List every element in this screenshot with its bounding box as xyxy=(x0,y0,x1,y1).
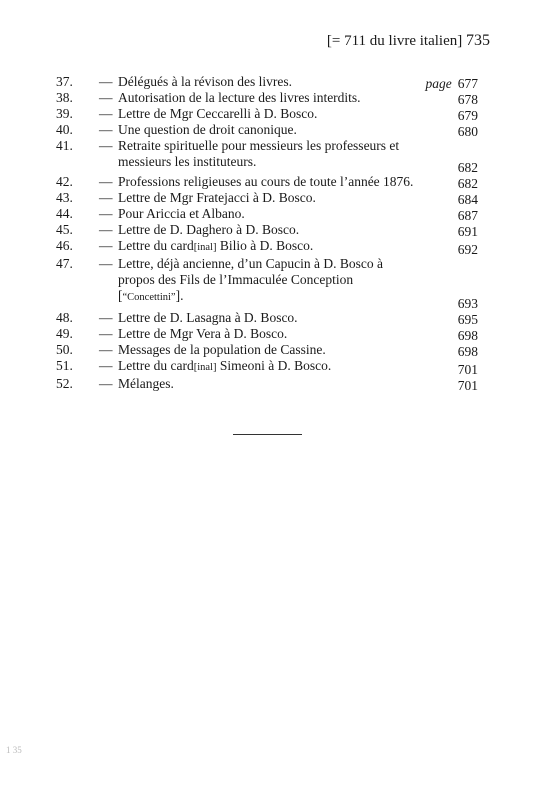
entry-number: 44. xyxy=(56,206,73,221)
entry-dash: — xyxy=(99,310,113,325)
entry-title: Retraite spirituelle pour messieurs les professeurs et messieurs les instituteurs. xyxy=(118,138,400,169)
entry-title xyxy=(118,238,416,256)
entry-number: 49. xyxy=(56,326,73,341)
toc-entry-38 xyxy=(56,90,486,106)
entry-number: 42. xyxy=(56,174,73,189)
toc-entry-48 xyxy=(56,310,486,326)
toc-entry-50 xyxy=(56,342,486,358)
title-quote: “Concettini” xyxy=(122,292,176,303)
entry-page-number: 693 xyxy=(457,296,478,311)
entry-title: Messages de la population de Cassine. xyxy=(118,342,326,357)
entry-page-number: 682 xyxy=(457,176,478,191)
entry-page-number: 677 xyxy=(457,76,478,91)
entry-page-number: 695 xyxy=(457,312,478,327)
header-bracket-text: [= 711 du livre italien] xyxy=(326,33,463,49)
entry-page-number: 701 xyxy=(457,362,478,377)
header-page-number: 735 xyxy=(466,32,490,49)
entry-title: Mélanges. xyxy=(118,376,174,391)
title-part: Lettre du card xyxy=(118,358,194,373)
entry-number: 38. xyxy=(56,90,73,105)
title-part: Simeoni à D. Bosco. xyxy=(216,358,332,373)
entry-dash: — xyxy=(99,174,113,189)
entry-number: 40. xyxy=(56,122,73,137)
entry-page-number: 687 xyxy=(457,208,478,223)
entry-title: Lettre de D. Daghero à D. Bosco. xyxy=(118,222,300,237)
entry-dash: — xyxy=(99,342,113,357)
entry-title: Lettre de Mgr Fratejacci à D. Bosco. xyxy=(118,190,316,205)
title-abbrev: [inal] xyxy=(193,242,217,253)
entry-dash: — xyxy=(99,326,113,341)
entry-dash: — xyxy=(99,74,113,89)
entry-title: Pour Ariccia et Albano. xyxy=(118,206,245,221)
title-part: Lettre, déjà ancienne, d’un Capucin à D. Bosco à propos des Fils de l’Immaculée Conception [ xyxy=(118,256,384,303)
entry-page-number: 698 xyxy=(457,344,478,359)
toc-entry-46 xyxy=(56,238,486,256)
entry-title: Autorisation de la lecture des livres interdits. xyxy=(118,90,361,105)
toc-entry-49 xyxy=(56,326,486,342)
title-part: ]. xyxy=(175,288,184,303)
page-word: page xyxy=(425,76,452,91)
entry-dash: — xyxy=(99,206,113,221)
entry-dash: — xyxy=(99,358,113,373)
entry-page-number: 692 xyxy=(457,242,478,257)
entry-page-number: 698 xyxy=(457,328,478,343)
entry-dash: — xyxy=(99,238,113,253)
toc-entry-52 xyxy=(56,376,486,392)
entry-number: 48. xyxy=(56,310,73,325)
entry-dash: — xyxy=(99,106,113,121)
entry-number: 43. xyxy=(56,190,73,205)
entry-title: Lettre de Mgr Vera à D. Bosco. xyxy=(118,326,288,341)
entry-dash: — xyxy=(99,138,113,153)
entry-dash: — xyxy=(99,256,113,271)
entry-dash: — xyxy=(99,190,113,205)
table-of-contents xyxy=(56,74,486,392)
entry-title: Lettre de D. Lasagna à D. Bosco. xyxy=(118,310,298,325)
toc-entry-42 xyxy=(56,174,486,190)
entry-number: 45. xyxy=(56,222,73,237)
entry-title: Une question de droit canonique. xyxy=(118,122,297,137)
toc-entry-40 xyxy=(56,122,486,138)
toc-entry-43 xyxy=(56,190,486,206)
entry-number: 37. xyxy=(56,74,73,89)
corner-mark: 1 35 xyxy=(6,745,22,755)
toc-entry-45 xyxy=(56,222,486,238)
entry-page-number: 679 xyxy=(457,108,478,123)
entry-title xyxy=(118,358,416,376)
entry-number: 46. xyxy=(56,238,73,253)
entry-number: 39. xyxy=(56,106,73,121)
entry-page-number: 701 xyxy=(457,378,478,393)
section-divider xyxy=(233,434,302,435)
entry-number: 52. xyxy=(56,376,73,391)
entry-page-number: 684 xyxy=(457,192,478,207)
toc-entry-39 xyxy=(56,106,486,122)
entry-page-number: 680 xyxy=(457,124,478,139)
entry-number: 50. xyxy=(56,342,73,357)
toc-entry-41 xyxy=(56,138,486,174)
entry-dash: — xyxy=(99,90,113,105)
entry-page-number: 691 xyxy=(457,224,478,239)
entry-dash: — xyxy=(99,122,113,137)
entry-dash: — xyxy=(99,376,113,391)
entry-number: 41. xyxy=(56,138,73,153)
entry-number: 47. xyxy=(56,256,73,271)
toc-entry-37 xyxy=(56,74,486,90)
running-header xyxy=(327,32,490,50)
entry-title: Professions religieuses au cours de toute l’année 1876. xyxy=(118,174,414,189)
toc-entry-44 xyxy=(56,206,486,222)
entry-title: Délégués à la révison des livres. xyxy=(118,74,292,89)
toc-entry-47 xyxy=(56,256,486,310)
title-part: Bilio à D. Bosco. xyxy=(216,238,314,253)
entry-page-number: 682 xyxy=(457,160,478,175)
entry-page-number: 678 xyxy=(457,92,478,107)
title-abbrev: [inal] xyxy=(193,362,217,373)
title-part: Lettre du card xyxy=(118,238,194,253)
entry-number: 51. xyxy=(56,358,73,373)
entry-dash: — xyxy=(99,222,113,237)
toc-entry-51 xyxy=(56,358,486,376)
entry-title: Lettre de Mgr Ceccarelli à D. Bosco. xyxy=(118,106,318,121)
entry-title xyxy=(118,256,416,306)
